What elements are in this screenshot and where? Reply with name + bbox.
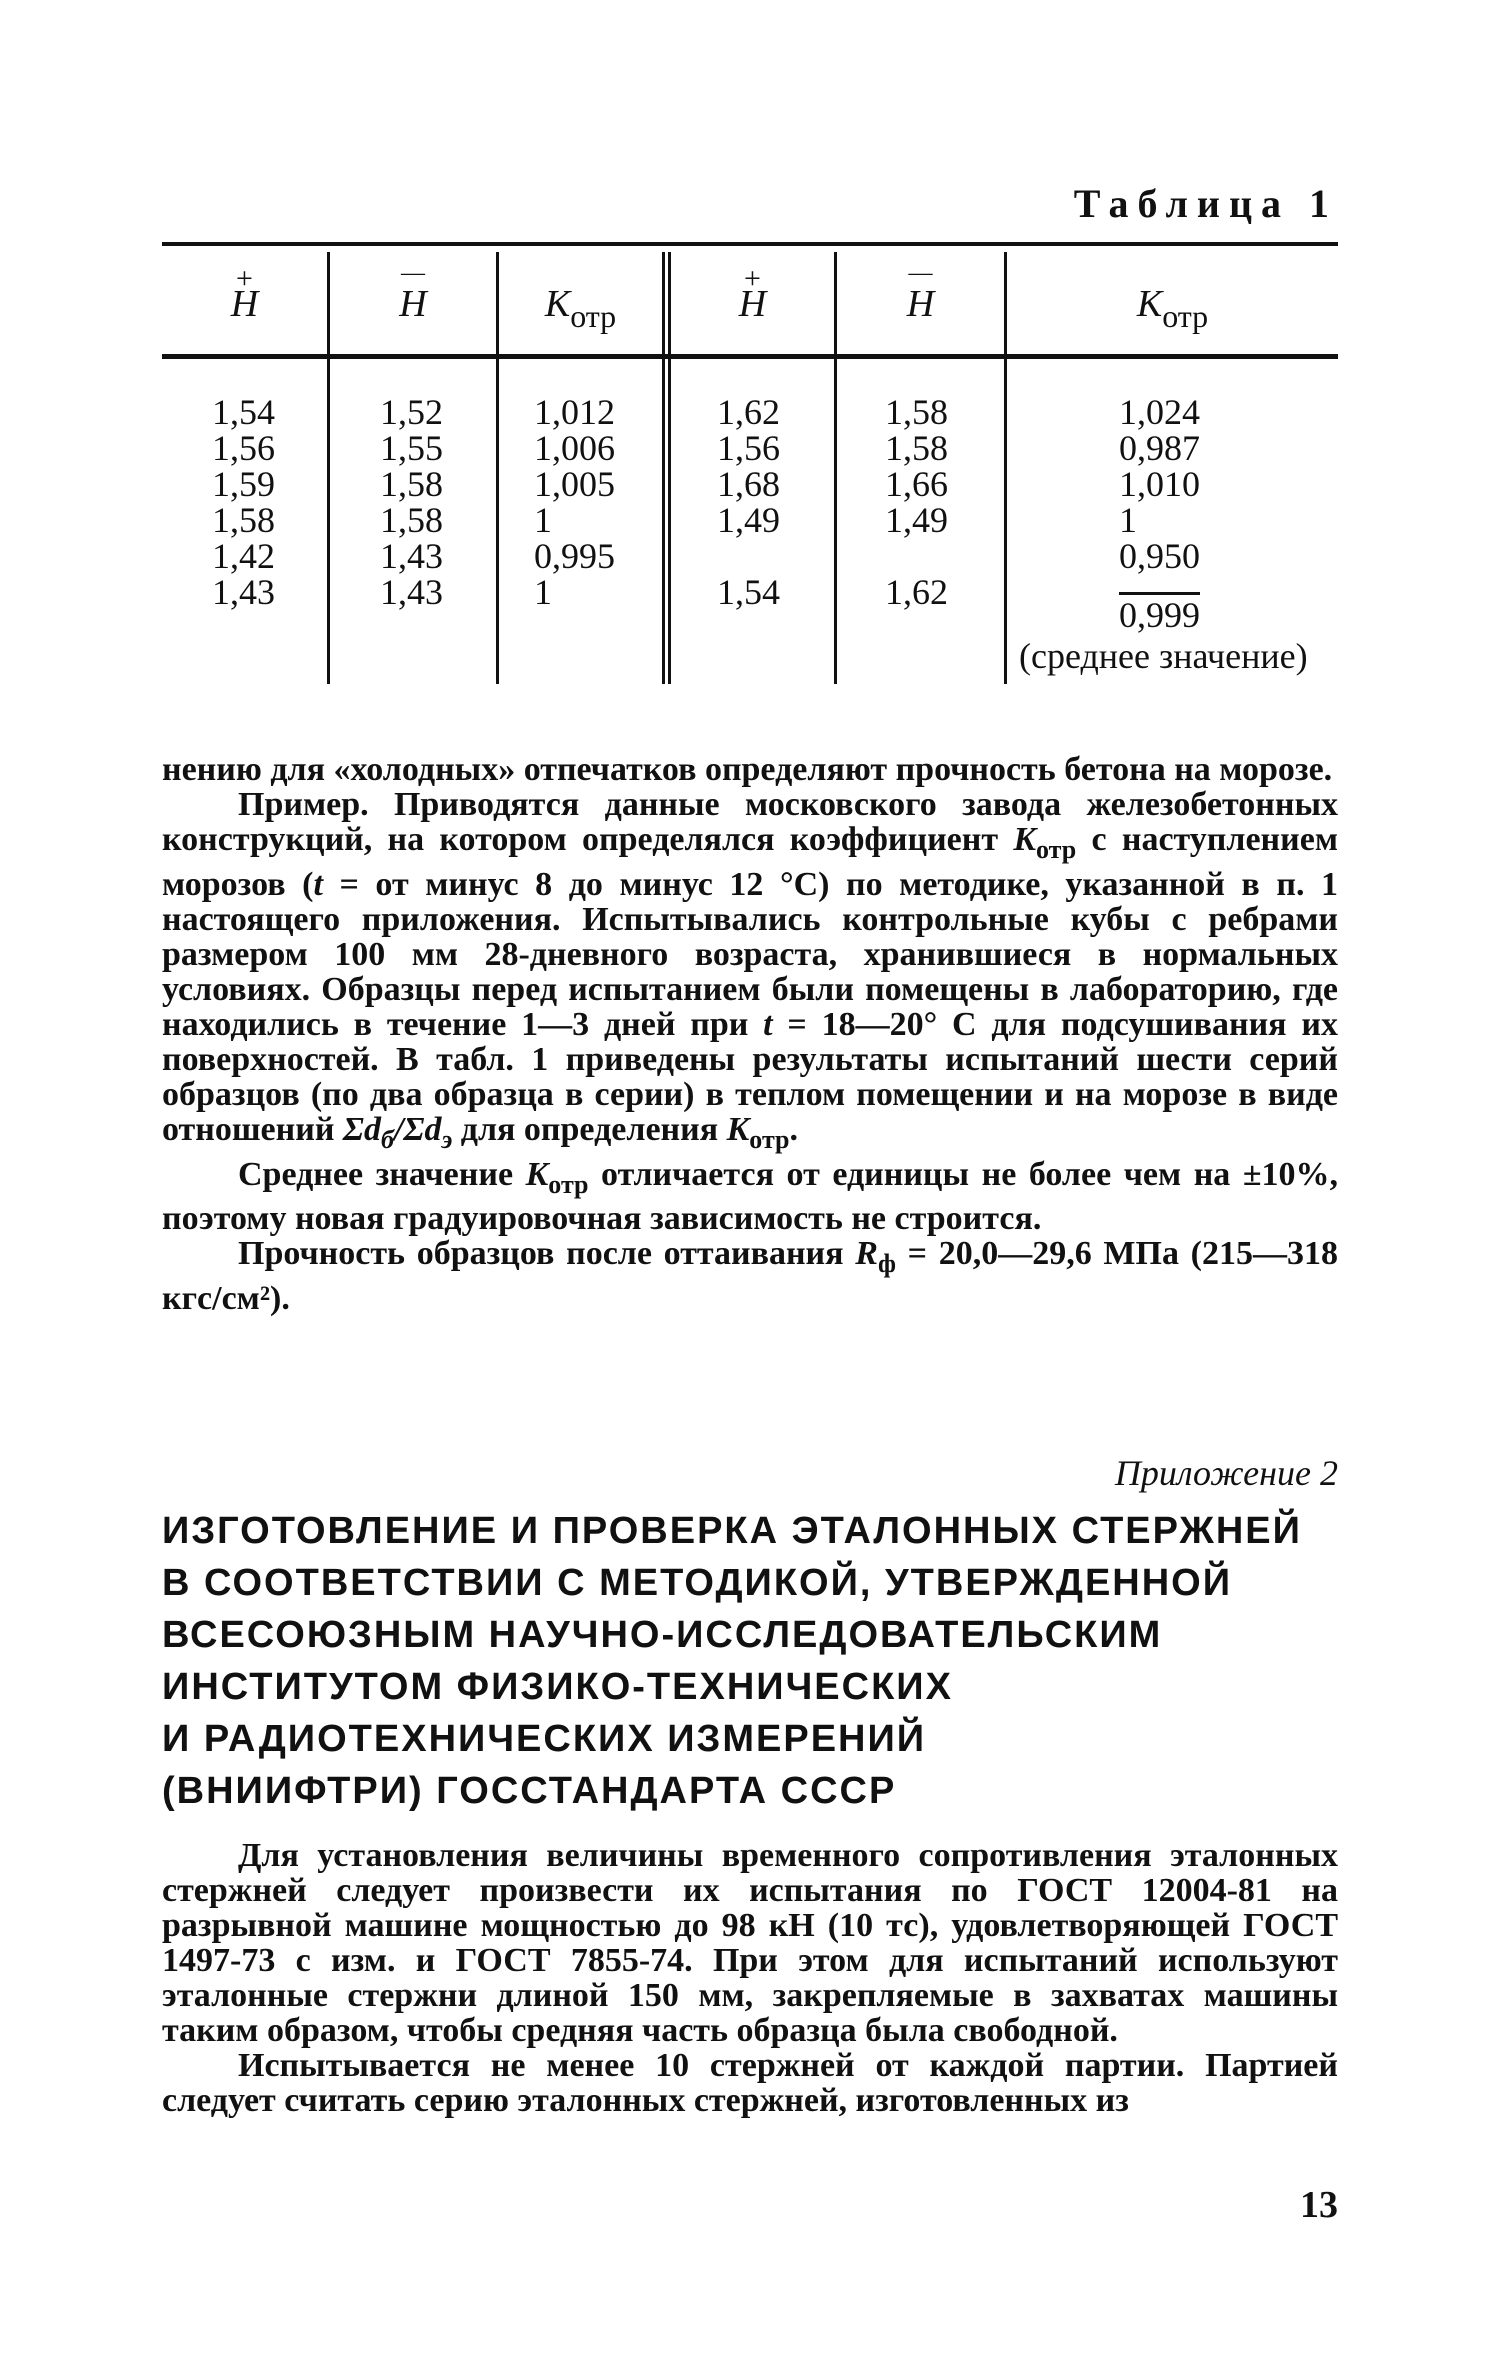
paragraph: нению для «холодных» отпечатков определяют прочность бетона на морозе. xyxy=(162,751,1333,788)
table-cell: 1,012 xyxy=(534,392,615,432)
table-cell: 1,54 xyxy=(717,572,780,612)
column-k-otr xyxy=(534,394,615,610)
header-k-otr: K отр xyxy=(544,283,617,334)
table-cell: 1,42 xyxy=(212,536,275,576)
table-cell: 0,987 xyxy=(1119,428,1200,468)
column-double-divider xyxy=(662,252,671,684)
column-h-plus xyxy=(212,394,275,610)
heading-line: ВСЕСОЮЗНЫМ НАУЧНО-ИССЛЕДОВАТЕЛЬСКИМ xyxy=(162,1614,1163,1656)
table-cell: 1,43 xyxy=(380,572,443,612)
table-cell: 1,58 xyxy=(885,428,948,468)
heading-line: В СООТВЕТСТВИИ С МЕТОДИКОЙ, УТВЕРЖДЕННОЙ xyxy=(162,1562,1233,1604)
table-cell: 1 xyxy=(534,500,552,540)
header-h-bar-2: — H xyxy=(837,274,1004,334)
table-cell: 1,55 xyxy=(380,428,443,468)
column-h-bar xyxy=(380,394,443,610)
column-h-plus-2 xyxy=(717,394,780,610)
table-cell: 1,59 xyxy=(212,464,275,504)
table-cell-note: (среднее значение) xyxy=(1019,636,1308,676)
heading-line: (ВНИИФТРИ) ГОССТАНДАРТА СССР xyxy=(162,1770,897,1812)
table-cell: 1,54 xyxy=(212,392,275,432)
paragraph-strength: Прочность образцов после оттаивания $R_ф$ = 20,0—29,6 МПа (215—318 кгс/см²). xyxy=(162,1235,1338,1318)
header-h-bar: — H xyxy=(330,274,496,334)
table-cell: 0,995 xyxy=(534,536,615,576)
header-h-plus-2: + H xyxy=(671,274,834,334)
table-cell: 1 xyxy=(534,572,552,612)
paragraph: Для установления величины временного сопротивления эталонных стержней следует произвести их испытания по ГОСТ 12004-81 на разрывной машине мощностью до 98 кН (10 тс), удовлетворяющей ГОСТ 1497-73 с изм. и ГОСТ 7855-74. При этом для испытаний используют эталонные стержни длиной 150 мм, закрепляемые в захватах машины таким образом, чтобы средняя часть образца была свободной. xyxy=(162,1837,1338,2049)
table-cell: 1,58 xyxy=(380,464,443,504)
table-cell: 1,66 xyxy=(885,464,948,504)
column-h-bar-2 xyxy=(885,394,948,610)
table-cell: 1 xyxy=(1119,500,1137,540)
table-cell: 1,56 xyxy=(717,428,780,468)
table-cell: 1,006 xyxy=(534,428,615,468)
table-cell: 1,43 xyxy=(380,536,443,576)
table-cell: 1,58 xyxy=(380,500,443,540)
paragraph-example: Пример. Приводятся данные московского завода железобетонных конструкций, на котором определялся коэффициент $K_{отр}$ с наступлением морозов (t = от минус 8 до минус 12 °С) по методике, указанной в п. 1 настоящего приложения. Испытывались контрольные кубы с ребрами размером 100 мм 28-дневного возраста, хранившиеся в нормальных условиях. Образцы перед испытанием были помещены в лабораторию, где находились в течение 1—3 дней при t = 18—20° С для подсушивания их поверхностей. В табл. 1 приведены результаты испытаний шести серий образцов (по два образца в серии) в теплом помещении и на морозе в виде отношений $\Sigma d_б/\Sigma d_э$ для определения $K_{отр}$. xyxy=(162,786,1339,1154)
table-cell xyxy=(1019,574,1308,592)
table-cell: 1,62 xyxy=(717,392,780,432)
table-cell: 1,49 xyxy=(717,500,780,540)
table-cell: 1,56 xyxy=(212,428,275,468)
section-heading xyxy=(162,1505,1338,1817)
table-cell: 1,010 xyxy=(1119,464,1200,504)
paragraph: Испытывается не менее 10 стержней от каждой партии. Партией следует считать серию эталонных стержней, изготовленных из xyxy=(162,2047,1338,2119)
table-cell: 1,005 xyxy=(534,464,615,504)
heading-line: ИНСТИТУТОМ ФИЗИКО-ТЕХНИЧЕСКИХ xyxy=(162,1666,953,1708)
table-cell: 1,52 xyxy=(380,392,443,432)
paragraph-mean: Среднее значение $K_{отр}$ отличается от единицы не более чем на ±10%, поэтому новая градуировочная зависимость не строится. xyxy=(162,1155,1338,1238)
table-cell: 1,58 xyxy=(212,500,275,540)
table-cell xyxy=(717,538,780,574)
table-cell: 1,58 xyxy=(885,392,948,432)
table-header-rule xyxy=(162,354,1338,359)
header-k-otr-2: K отр xyxy=(1136,283,1209,334)
header-h-plus: + H xyxy=(162,274,327,334)
table-cell: 1,024 xyxy=(1119,392,1200,432)
table-cell-mean: 0,999 xyxy=(1119,595,1200,635)
table-caption: Таблица 1 xyxy=(1073,181,1338,226)
heading-line: И РАДИОТЕХНИЧЕСКИХ ИЗМЕРЕНИЙ xyxy=(162,1718,927,1760)
data-table xyxy=(162,242,1338,684)
table-cell: 1,43 xyxy=(212,572,275,612)
table-cell: 1,62 xyxy=(885,572,948,612)
page-number: 13 xyxy=(1300,2184,1338,2226)
table-cell: 1,68 xyxy=(717,464,780,504)
table-cell xyxy=(885,538,948,574)
body-text-2 xyxy=(162,1838,1338,2118)
column-k-otr-2 xyxy=(1019,394,1308,674)
appendix-label: Приложение 2 xyxy=(1114,1453,1338,1493)
heading-line: ИЗГОТОВЛЕНИЕ И ПРОВЕРКА ЭТАЛОННЫХ СТЕРЖНЕЙ xyxy=(162,1510,1302,1552)
table-cell: 0,950 xyxy=(1119,536,1200,576)
table-cell: 1,49 xyxy=(885,500,948,540)
table-top-rule xyxy=(162,242,1338,246)
body-text-1 xyxy=(162,752,1338,1316)
